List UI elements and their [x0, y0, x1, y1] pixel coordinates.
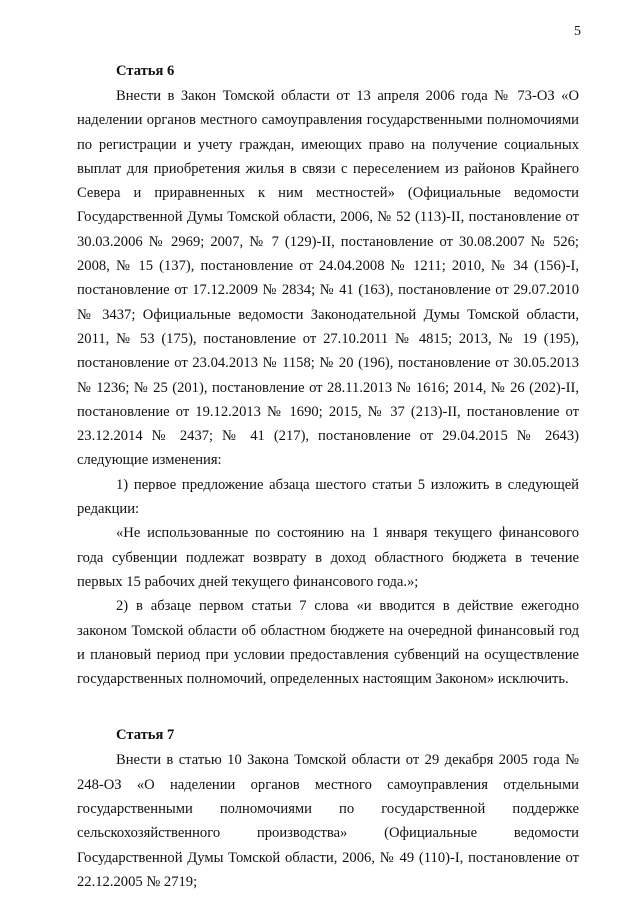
article-6 [77, 59, 579, 691]
article-7-heading: Статья 7 [116, 727, 175, 744]
section-spacer [77, 691, 579, 723]
article-6-paragraph-item-1: 1) первое предложение абзаца шестого статьи 5 изложить в следующей редакции: [77, 476, 579, 518]
document-body [77, 59, 579, 894]
article-6-paragraph-item-2: 2) в абзаце первом статьи 7 слова «и вводится в действие ежегодно законом Томской области об областном бюджете на очередной финансовый год и плановый период при условии предоставления субвенций на осуществление государственных полномочий, определенных настоящим Законом» исключить. [77, 598, 579, 688]
article-7 [77, 723, 579, 894]
article-6-paragraph-intro: Внести в Закон Томской области от 13 апреля 2006 года № 73-ОЗ «О наделении органов местного самоуправления государственными полномочиями по регистрации и учету граждан, имеющих право на получение социальных выплат для приобретения жилья в связи с переселением из районов Крайнего Севера и приравненных к ним местностей» (Официальные ведомости Государственной Думы Томской области, 2006, № 52 (113)-II, постановление от 30.03.2006 № 2969; 2007, № 7 (129)-II, постановление от 30.08.2007 № 526; 2008, № 15 (137), постановление от 24.04.2008 № 1211; 2010, № 34 (156)-I, постановление от 17.12.2009 № 2834; № 41 (163), постановление от 29.07.2010 № 3437; Официальные ведомости Законодательной Думы Томской области, 2011, № 53 (175), постановление от 27.10.2011 № 4815; 2013, № 19 (195), постановление от 23.04.2013 № 1158; № 20 (196), постановление от 30.05.2013 № 1236; № 25 (201), постановление от 28.11.2013 № 1616; 2014, № 26 (202)-II, постановление от 19.12.2013 № 1690; 2015, № 37 (213)-II, постановление от 23.12.2014 № 2437; № 41 (217), постановление от 29.04.2015 № 2643) следующие изменения: [77, 88, 579, 469]
page-number: 5 [574, 24, 581, 39]
article-6-paragraph-quote: «Не использованные по состоянию на 1 января текущего финансового года субвенции подлежат возврату в доход областного бюджета в течение первых 15 рабочих дней текущего финансового года.»; [77, 525, 579, 590]
article-7-paragraph-intro: Внести в статью 10 Закона Томской области от 29 декабря 2005 года № 248-ОЗ «О наделении органов местного самоуправления отдельными государственными полномочиями по государственной поддержке сельскохозяйственного производства» (Официальные ведомости Государственной Думы Томской области, 2006, № 49 (110)-I, постановление от 22.12.2005 № 2719; [77, 752, 579, 890]
article-6-heading: Статья 6 [116, 63, 175, 79]
